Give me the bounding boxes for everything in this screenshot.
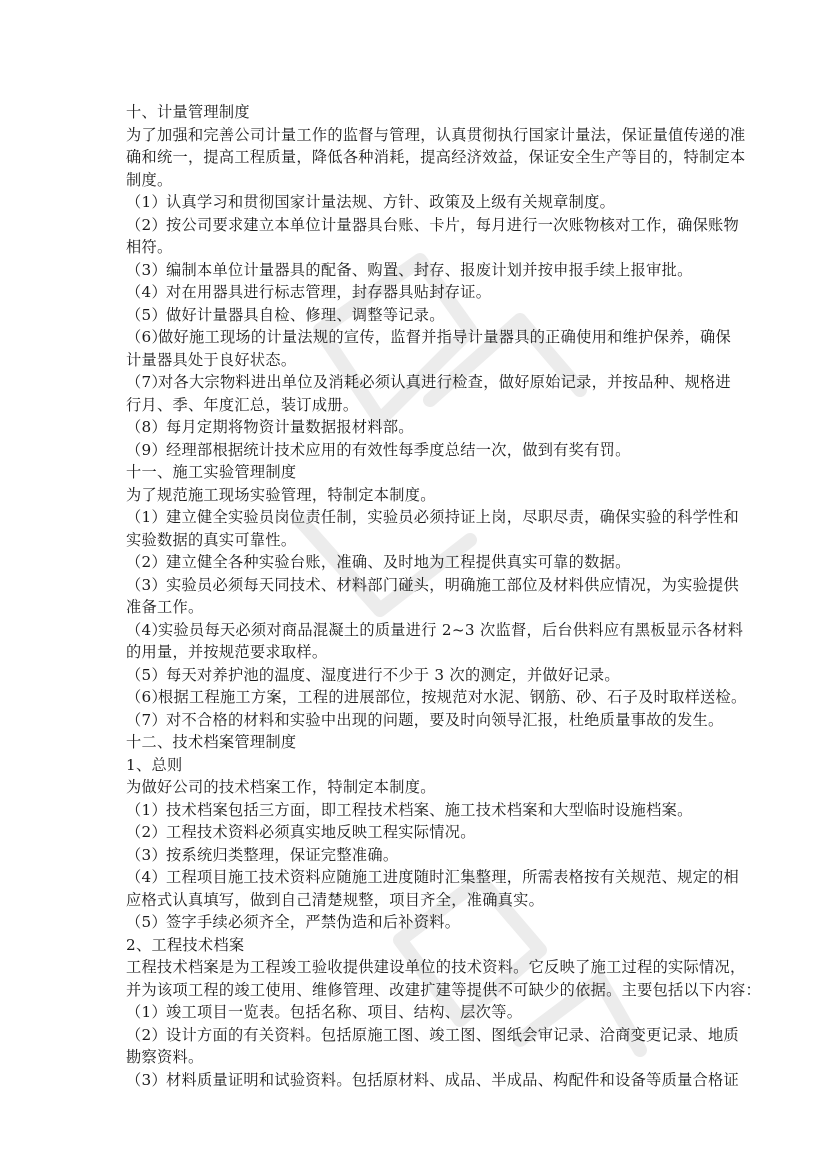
list-item: （5）每天对养护池的温度、湿度进行不少于 3 次的测定，并做好记录。 <box>126 664 716 687</box>
list-marker: （9） <box>126 440 167 459</box>
section-heading: 十一、施工实验管理制度 <box>126 463 297 481</box>
document-body <box>126 101 761 1091</box>
list-item: （2）建立健全各种实验台账，准确、及时地为工程提供真实可靠的数据。 <box>126 551 716 574</box>
list-item-continued: 的用量，并按规范要求取样。 <box>126 643 328 661</box>
list-marker: （7） <box>126 373 167 391</box>
list-marker: （2） <box>126 553 167 571</box>
list-marker: （3） <box>126 845 167 864</box>
list-item: （4）工程项目施工技术资料应随施工进度随时汇集整理，所需表格按有关规范、规定的相 <box>126 866 716 889</box>
list-item: （2）按公司要求建立本单位计量器具台账、卡片，每月进行一次账物核对工作，确保账物 <box>126 214 716 237</box>
list-marker: （2） <box>126 823 167 841</box>
list-item: （5）做好计量器具自检、修理、调整等记录。 <box>126 304 716 327</box>
list-item-continued: 实验数据的真实可靠性。 <box>126 530 297 549</box>
list-item: （2）设计方面的有关资料。包括原施工图、竣工图、图纸会审记录、洽商变更记录、地质 <box>126 1024 716 1047</box>
list-item: （9）经理部根据统计技术应用的有效性每季度总结一次，做到有奖有罚。 <box>126 439 716 462</box>
paragraph-line: 确和统一，提高工程质量，降低各种消耗，提高经济效益，保证安全生产等目的，特制定本 <box>126 148 746 166</box>
paragraph-line: 并为该项工程的竣工使用、维修管理、改建扩建等提供不可缺少的依据。主要包括以下内容： <box>126 980 761 999</box>
list-item: （3）材料质量证明和试验资料。包括原材料、成品、半成品、构配件和设备等质量合格证 <box>126 1069 716 1092</box>
list-item: （3）编制本单位计量器具的配备、购置、封存、报废计划并按申报手续上报审批。 <box>126 259 716 282</box>
paragraph-line: 为了加强和完善公司计量工作的监督与管理，认真贯彻执行国家计量法，保证量值传递的准 <box>126 125 746 144</box>
list-marker: （8） <box>126 418 167 436</box>
list-marker: （3） <box>126 260 167 279</box>
list-marker: （4） <box>126 283 167 301</box>
subsection-heading: 2、工程技术档案 <box>126 935 245 954</box>
list-marker: （5） <box>126 665 167 684</box>
paragraph-line: 制度。 <box>126 170 173 189</box>
list-marker: （4） <box>126 620 167 639</box>
list-marker: （3） <box>126 575 167 594</box>
list-marker: （2） <box>126 1025 167 1044</box>
list-item-continued: 勘察资料。 <box>126 1048 204 1066</box>
list-item: （6）根据工程施工方案，工程的进展部位，按规范对水泥、钢筋、砂、石子及时取样送检。 <box>126 686 716 709</box>
list-item-continued: 行月、季、年度汇总，装订成册。 <box>126 395 359 414</box>
list-item: （7）对各大宗物料进出单位及消耗必须认真进行检查，做好原始记录，并按品种、规格进 <box>126 371 716 394</box>
list-marker: （6） <box>126 328 167 346</box>
list-item: （3）实验员必须每天同技术、材料部门碰头，明确施工部位及材料供应情况，为实验提供 <box>126 574 716 597</box>
list-item-continued: 计量器具处于良好状态。 <box>126 350 297 369</box>
list-marker: （1） <box>126 508 167 526</box>
list-item: （1）竣工项目一览表。包括名称、项目、结构、层次等。 <box>126 1001 716 1024</box>
list-item: （1）技术档案包括三方面，即工程技术档案、施工技术档案和大型临时设施档案。 <box>126 799 716 822</box>
list-item: （5）签字手续必须齐全，严禁伪造和后补资料。 <box>126 911 716 934</box>
list-item-continued: 应格式认真填写，做到自己清楚规整，项目齐全，准确真实。 <box>126 890 545 909</box>
paragraph-line: 工程技术档案是为工程竣工验收提供建设单位的技术资料。它反映了施工过程的实际情况， <box>126 958 746 976</box>
list-item: （2）工程技术资料必须真实地反映工程实际情况。 <box>126 821 716 844</box>
list-marker: （1） <box>126 800 167 819</box>
section-heading: 十、计量管理制度 <box>126 103 250 121</box>
list-item: （4）对在用器具进行标志管理，封存器具贴封存证。 <box>126 281 716 304</box>
list-marker: （4） <box>126 868 167 886</box>
list-item: （7）对不合格的材料和实验中出现的问题，要及时向领导汇报，杜绝质量事故的发生。 <box>126 709 716 732</box>
paragraph-line: 为做好公司的技术档案工作，特制定本制度。 <box>126 778 436 796</box>
list-item: （6）做好施工现场的计量法规的宣传，监督并指导计量器具的正确使用和维护保养，确保 <box>126 326 716 349</box>
list-item: （4）实验员每天必须对商品混凝土的质量进行 2~3 次监督，后台供料应有黑板显示各材料 <box>126 619 716 642</box>
list-item: （3）按系统归类整理，保证完整准确。 <box>126 844 716 867</box>
subsection-heading: 1、总则 <box>126 755 183 774</box>
list-marker: （5） <box>126 305 167 324</box>
list-marker: （2） <box>126 215 167 234</box>
list-item: （1）建立健全实验员岗位责任制，实验员必须持证上岗，尽职尽责，确保实验的科学性和 <box>126 506 716 529</box>
list-marker: （3） <box>126 1070 167 1089</box>
paragraph-line: 为了规范施工现场实验管理，特制定本制度。 <box>126 485 436 504</box>
list-marker: （5） <box>126 913 167 931</box>
list-marker: （1） <box>126 1003 167 1021</box>
list-item-continued: 相符。 <box>126 238 173 256</box>
section-heading: 十二、技术档案管理制度 <box>126 733 297 751</box>
list-item-continued: 准备工作。 <box>126 598 204 616</box>
list-item: （8）每月定期将物资计量数据报材料部。 <box>126 416 716 439</box>
list-item: （1）认真学习和贯彻国家计量法规、方针、政策及上级有关规章制度。 <box>126 191 716 214</box>
list-marker: （1） <box>126 193 167 211</box>
list-marker: （6） <box>126 688 167 706</box>
list-marker: （7） <box>126 710 167 729</box>
